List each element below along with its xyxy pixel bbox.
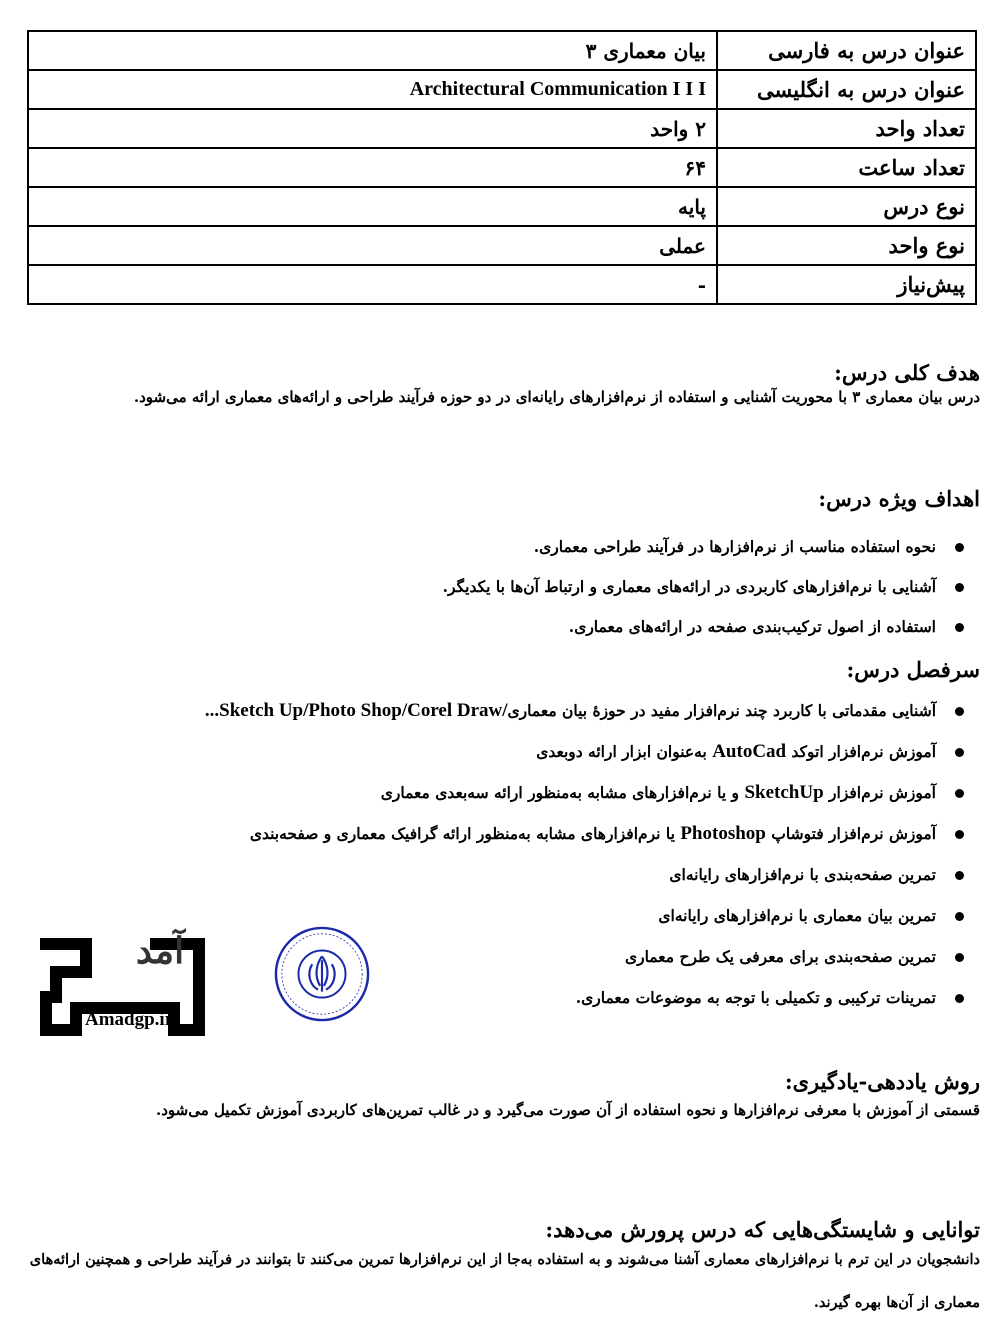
- emblem-seal-icon: [273, 925, 371, 1023]
- syllabus-heading: سرفصل درس:: [846, 657, 980, 682]
- list-item: تمرین بیان معماری با نرم‌افزارهای رایانه‌ای: [8, 895, 964, 936]
- list-item: تمرین صفحه‌بندی برای معرفی یک طرح معماری: [8, 936, 964, 977]
- info-value: پایه: [28, 187, 717, 226]
- bullet-icon: [955, 994, 964, 1003]
- table-row: [28, 70, 976, 109]
- teaching-method-text: قسمتی از آموزش با معرفی نرم‌افزارها و نحوه استفاده از آن صورت می‌گیرد و در غالب تمرین‌های کاربردی آموزش تکمیل می‌شود.: [155, 1101, 980, 1119]
- table-row: [28, 265, 976, 304]
- list-item: آشنایی با نرم‌افزارهای کاربردی در ارائه‌های معماری و ارتباط آن‌ها با یکدیگر.: [443, 567, 964, 607]
- info-key: نوع واحد: [717, 226, 976, 265]
- info-value: بیان معماری ۳: [28, 31, 717, 70]
- bullet-icon: [955, 912, 964, 921]
- course-info-table: [27, 30, 977, 305]
- skills-heading: توانایی و شایستگی‌هایی که درس پرورش می‌دهد:: [545, 1217, 980, 1242]
- info-key: تعداد واحد: [717, 109, 976, 148]
- bullet-icon: [955, 543, 964, 552]
- list-item: نحوه استفاده مناسب از نرم‌افزارها در فرآیند طراحی معماری.: [443, 527, 964, 567]
- list-item: آشنایی مقدماتی با کاربرد چند نرم‌افزار مفید در حوزهٔ بیان معماری...Sketch Up/Photo Shop/Corel Draw/: [8, 690, 964, 731]
- general-goal-text: درس بیان معماری ۳ با محوریت آشنایی و استفاده از نرم‌افزارهای رایانه‌ای در دو حوزه فرآیند طراحی و ارائه‌های معماری ارائه می‌شود.: [133, 388, 980, 406]
- info-value: ۲ واحد: [28, 109, 717, 148]
- table-row: [28, 187, 976, 226]
- table-row: [28, 31, 976, 70]
- table-row: [28, 109, 976, 148]
- info-value: -: [28, 265, 717, 304]
- list-item: آموزش نرم‌افزار اتوکد AutoCad به‌عنوان ابزار ارائه دوبعدی: [8, 731, 964, 772]
- table-row: [28, 148, 976, 187]
- bullet-icon: [955, 871, 964, 880]
- table-row: [28, 226, 976, 265]
- info-key: نوع درس: [717, 187, 976, 226]
- list-item: استفاده از اصول ترکیب‌بندی صفحه در ارائه‌های معماری.: [443, 607, 964, 647]
- teaching-method-heading: روش یاددهی-یادگیری:: [784, 1069, 980, 1094]
- logo-word: آمد: [135, 930, 185, 972]
- bullet-icon: [955, 748, 964, 757]
- specific-goals-heading: اهداف ویژه درس:: [818, 486, 980, 511]
- bullet-icon: [955, 583, 964, 592]
- info-key: عنوان درس به فارسی: [717, 31, 976, 70]
- list-item: تمرینات ترکیبی و تکمیلی با توجه به موضوعات معماری.: [8, 977, 964, 1018]
- list-item: تمرین صفحه‌بندی با نرم‌افزارهای رایانه‌ای: [8, 854, 964, 895]
- skills-text: دانشجویان در این ترم با نرم‌افزارهای معماری آشنا می‌شوند و به استفاده به‌جا از این نرم‌افزارها تمرین می‌کنند تا بتوانند در فرآیند طراحی و همچنین ارائه‌های معماری از آن‌ها بهره گیرند.: [29, 1251, 980, 1311]
- info-value: ۶۴: [28, 148, 717, 187]
- general-goal-heading: هدف کلی درس:: [834, 360, 980, 385]
- info-key: تعداد ساعت: [717, 148, 976, 187]
- bullet-icon: [955, 707, 964, 716]
- bullet-icon: [955, 789, 964, 798]
- bullet-icon: [955, 623, 964, 632]
- list-item: آموزش نرم‌افزار SketchUp و یا نرم‌افزارهای مشابه به‌منظور ارائه سه‌بعدی معماری: [8, 772, 964, 813]
- bullet-icon: [955, 953, 964, 962]
- logo-site-text: Amadgp.ir: [85, 1009, 174, 1030]
- info-value: Architectural Communication I I I: [28, 70, 717, 109]
- list-item: آموزش نرم‌افزار فتوشاپ Photoshop یا نرم‌افزارهای مشابه به‌منظور ارائه گرافیک معماری و صفحه‌بندی: [8, 813, 964, 854]
- specific-goals-list: [443, 527, 964, 647]
- info-value: عملی: [28, 226, 717, 265]
- info-key: پیش‌نیاز: [717, 265, 976, 304]
- info-key: عنوان درس به انگلیسی: [717, 70, 976, 109]
- bullet-icon: [955, 830, 964, 839]
